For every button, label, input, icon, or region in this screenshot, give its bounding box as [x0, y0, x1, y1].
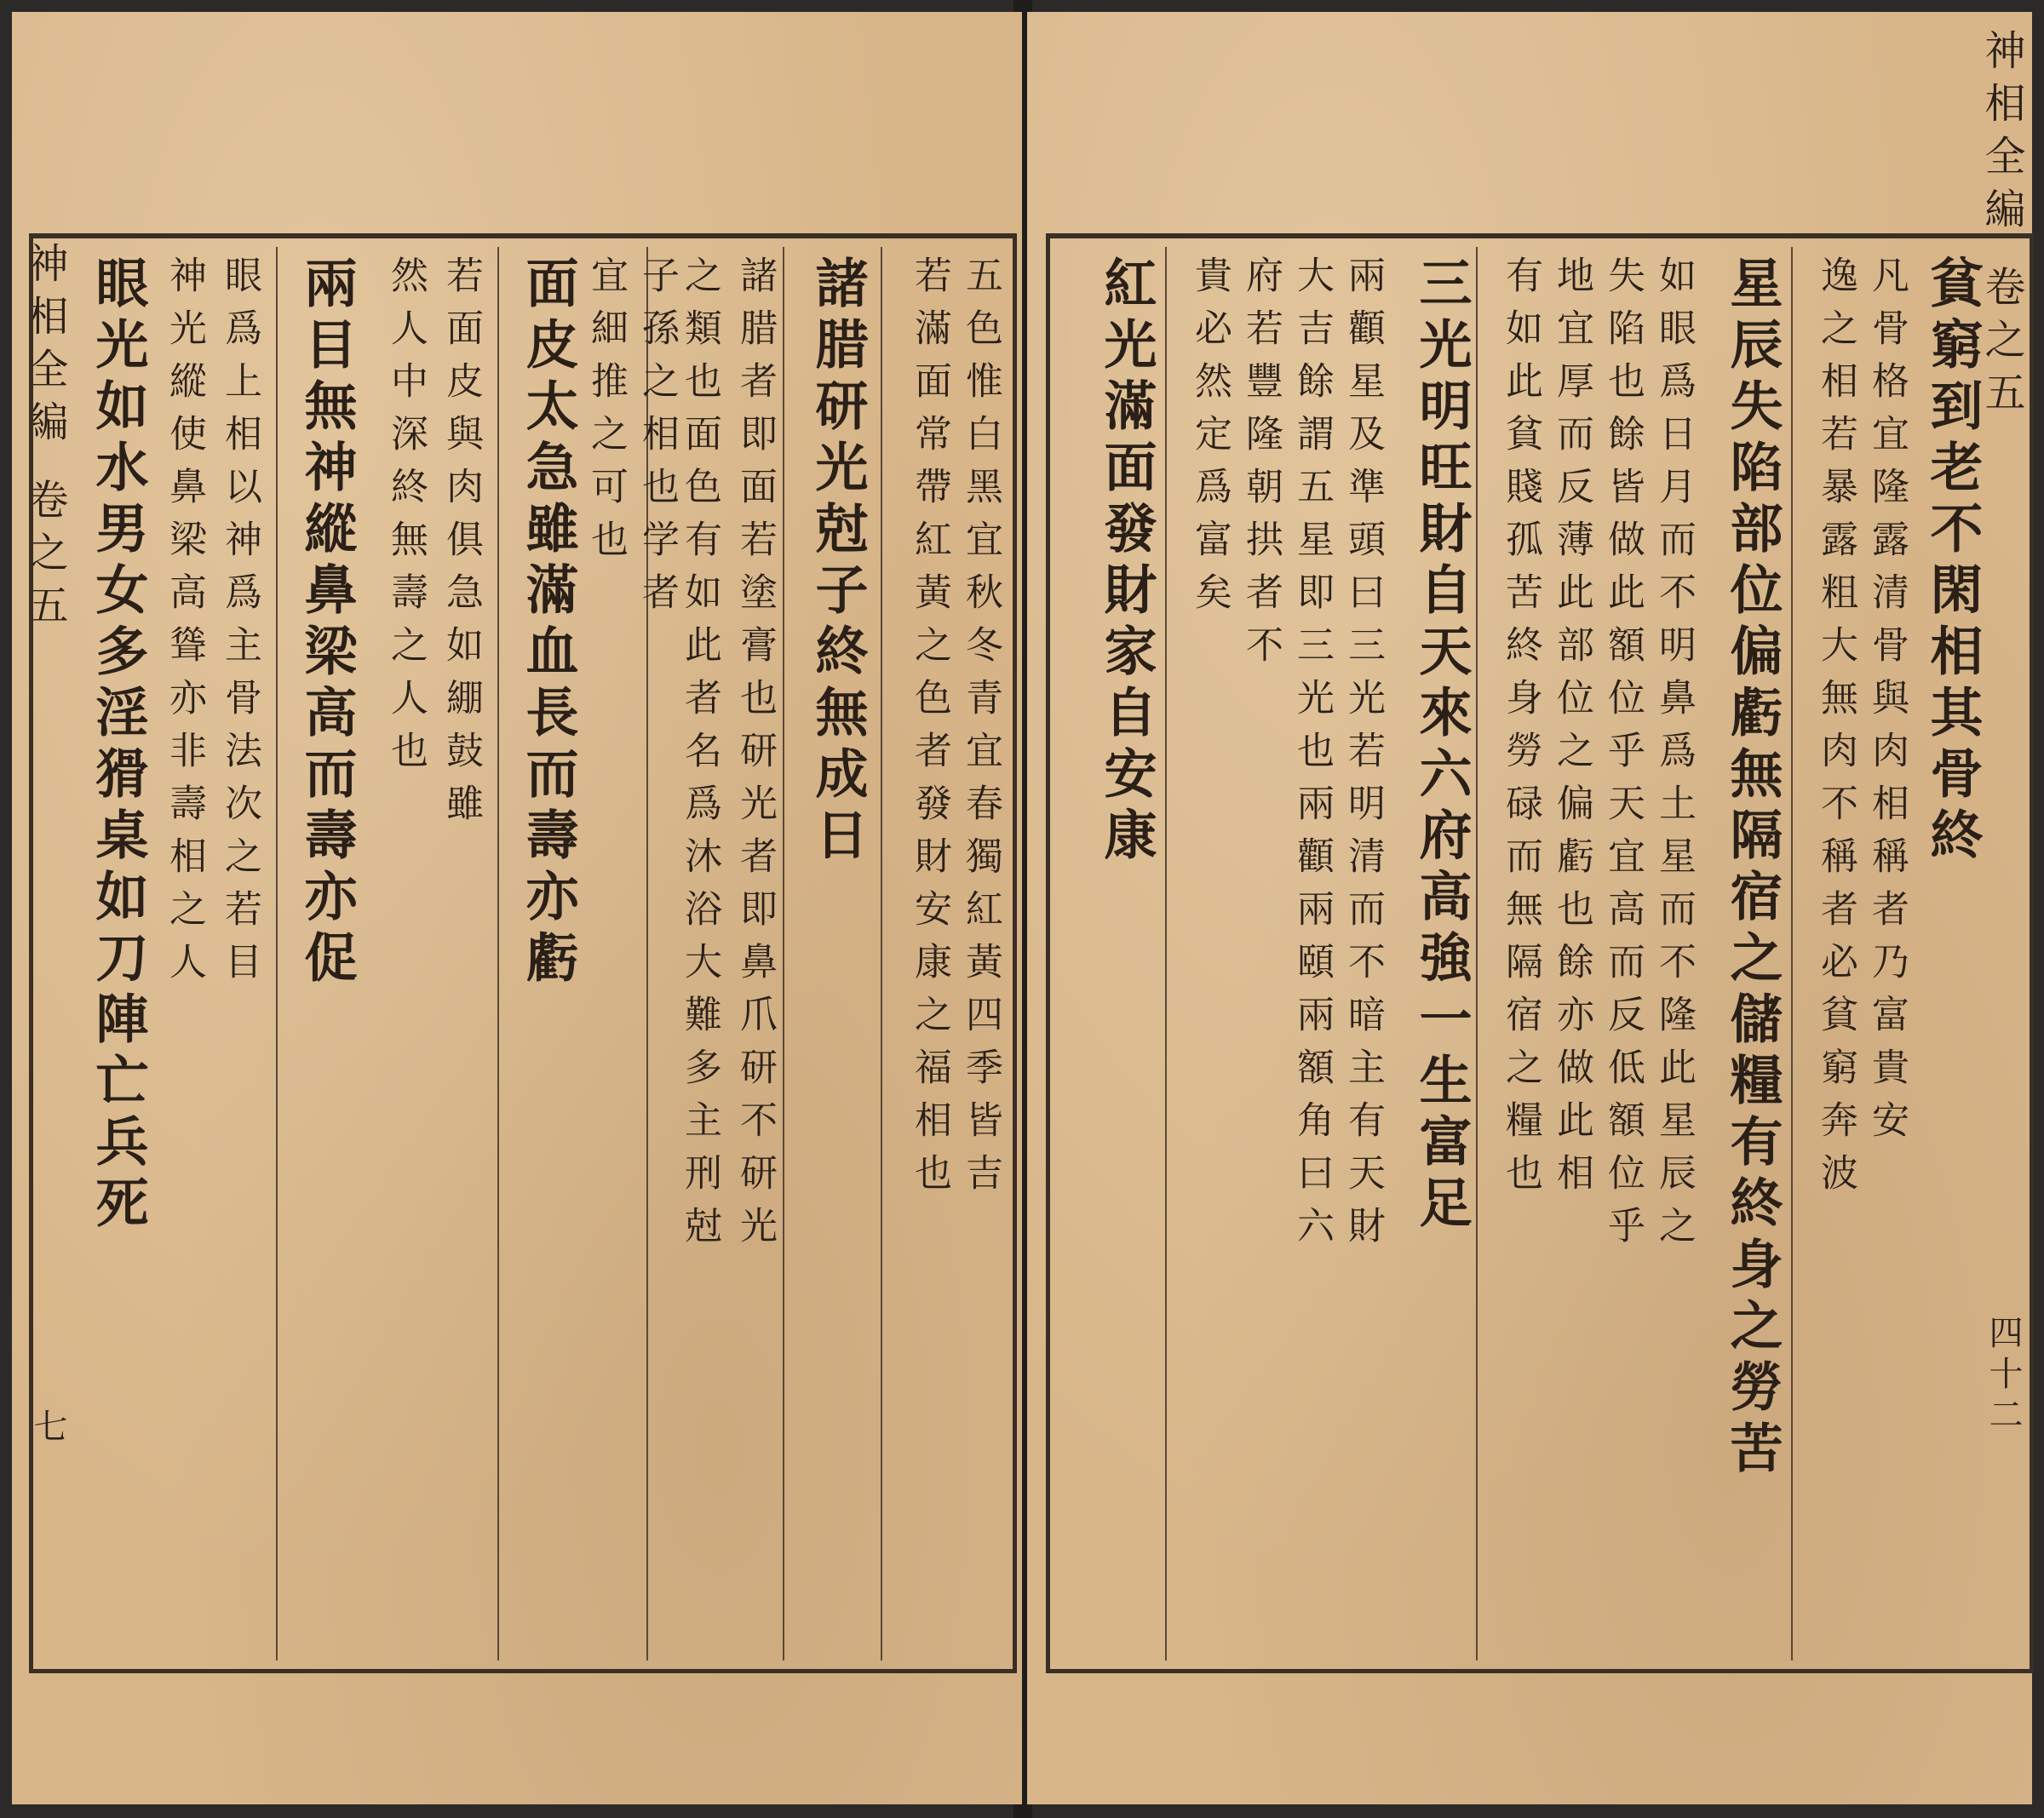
- main-text: 眼光如水男女多淫猾桌如刀陣亡兵死: [87, 255, 149, 1236]
- left-col-3: [902, 255, 956, 1652]
- commentary-text: 凡骨格宜隆露清骨與肉相稱者乃富貴安: [1865, 255, 1909, 1153]
- commentary-text: 若面皮與肉俱急如綳鼓雖: [439, 255, 483, 836]
- commentary-text: 逸之相若暴露粗大無肉不稱者必貧窮奔波: [1814, 255, 1857, 1206]
- left-col-6: [510, 255, 586, 1652]
- commentary-text: 神光縱使鼻梁高聳亦非壽相之人: [163, 255, 206, 995]
- commentary-text: 如眼爲日月而不明鼻爲土星而不隆此星辰之: [1652, 255, 1696, 1259]
- left-col-14: [157, 255, 211, 1652]
- left-col-1: [800, 255, 876, 1652]
- left-margin-title: 神相全編 卷之五: [20, 242, 68, 637]
- commentary-text: 貴必然定爲富矣: [1188, 255, 1232, 625]
- commentary-text: 諸腊者即面若塗膏也研光者即鼻爪研不研光: [733, 255, 777, 1259]
- left-col-10: [433, 255, 488, 1652]
- left-col-8: [578, 255, 633, 1652]
- commentary-text: 然人中深終無壽之人也: [384, 255, 428, 783]
- right-col-5: [1646, 255, 1701, 1652]
- commentary-text: 兩顴星及準頭曰三光若明清而不暗主有天財: [1341, 255, 1385, 1259]
- right-col-9: [1404, 255, 1479, 1652]
- right-col-6: [1595, 255, 1650, 1652]
- commentary-text: 五色惟白黑宜秋冬青宜春獨紅黃四季皆吉: [959, 255, 1002, 1206]
- column-rule: [276, 247, 278, 1660]
- right-page: [1027, 12, 2032, 1804]
- left-col-2: [953, 255, 1008, 1652]
- right-col-2: [1859, 255, 1914, 1652]
- main-text: 諸腊研光尅子終無成日: [807, 255, 869, 869]
- column-rule: [881, 247, 882, 1660]
- left-col-4: [727, 255, 782, 1652]
- right-col-11: [1284, 255, 1339, 1652]
- column-rule: [783, 247, 784, 1660]
- right-col-1: [1915, 255, 1990, 1652]
- left-page: [12, 12, 1022, 1804]
- main-text: 貧窮到老不閑相其骨終: [1921, 255, 1984, 869]
- commentary-text: 眼爲上相以神爲主骨法次之若目: [218, 255, 261, 995]
- right-margin-title: 神相全編 卷之五: [1978, 29, 2025, 424]
- commentary-text: 地宜厚而反薄此部位之偏虧也餘亦做此相: [1550, 255, 1593, 1206]
- commentary-text: 宜細推之可也: [584, 255, 628, 572]
- commentary-text: 失陷也餘皆做此額位乎天宜高而反低額位乎: [1601, 255, 1645, 1259]
- commentary-text: 若滿面常帶紅黃之色者發財安康之福相也: [908, 255, 951, 1206]
- main-text: 紅光滿面發財家自安康: [1095, 255, 1157, 869]
- left-folio: 七: [28, 1408, 67, 1449]
- right-col-13: [1182, 255, 1237, 1652]
- right-col-8: [1493, 255, 1547, 1652]
- column-rule: [497, 247, 499, 1660]
- right-col-3: [1808, 255, 1863, 1652]
- left-col-9: [289, 255, 365, 1652]
- right-text-frame: [1046, 233, 2034, 1673]
- column-rule: [1791, 247, 1793, 1660]
- right-folio: 四十二: [1984, 1315, 2023, 1437]
- main-text: 三光明旺財自天來六府高強一生富足: [1410, 255, 1473, 1236]
- left-col-12: [80, 255, 156, 1652]
- right-col-12: [1233, 255, 1288, 1652]
- commentary-text: 之類也面色有如此者名爲沐浴大難多主刑尅: [678, 255, 721, 1259]
- left-col-13: [212, 255, 267, 1652]
- main-text: 兩目無神縱鼻梁高而壽亦促: [296, 255, 358, 991]
- right-col-4: [1714, 255, 1790, 1652]
- right-col-10: [1335, 255, 1390, 1652]
- commentary-text: 有如此貧賤孤苦終身勞碌而無隔宿之糧也: [1499, 255, 1542, 1206]
- commentary-text: 府若豐隆朝拱者不: [1239, 255, 1283, 678]
- right-col-7: [1544, 255, 1599, 1652]
- main-text: 星辰失陷部位偏虧無隔宿之儲糧有終身之勞苦: [1721, 255, 1783, 1482]
- right-col-14: [1088, 255, 1164, 1652]
- main-text: 面皮太急雖滿血長而壽亦虧: [517, 255, 579, 991]
- column-rule: [1165, 247, 1167, 1660]
- commentary-text: 大吉餘謂五星即三光也兩顴兩頤兩額角曰六: [1290, 255, 1334, 1259]
- left-text-frame: [29, 233, 1017, 1673]
- commentary-text: 子孫之相也学者: [635, 255, 679, 625]
- left-col-11: [378, 255, 433, 1652]
- left-col-7: [629, 255, 684, 1652]
